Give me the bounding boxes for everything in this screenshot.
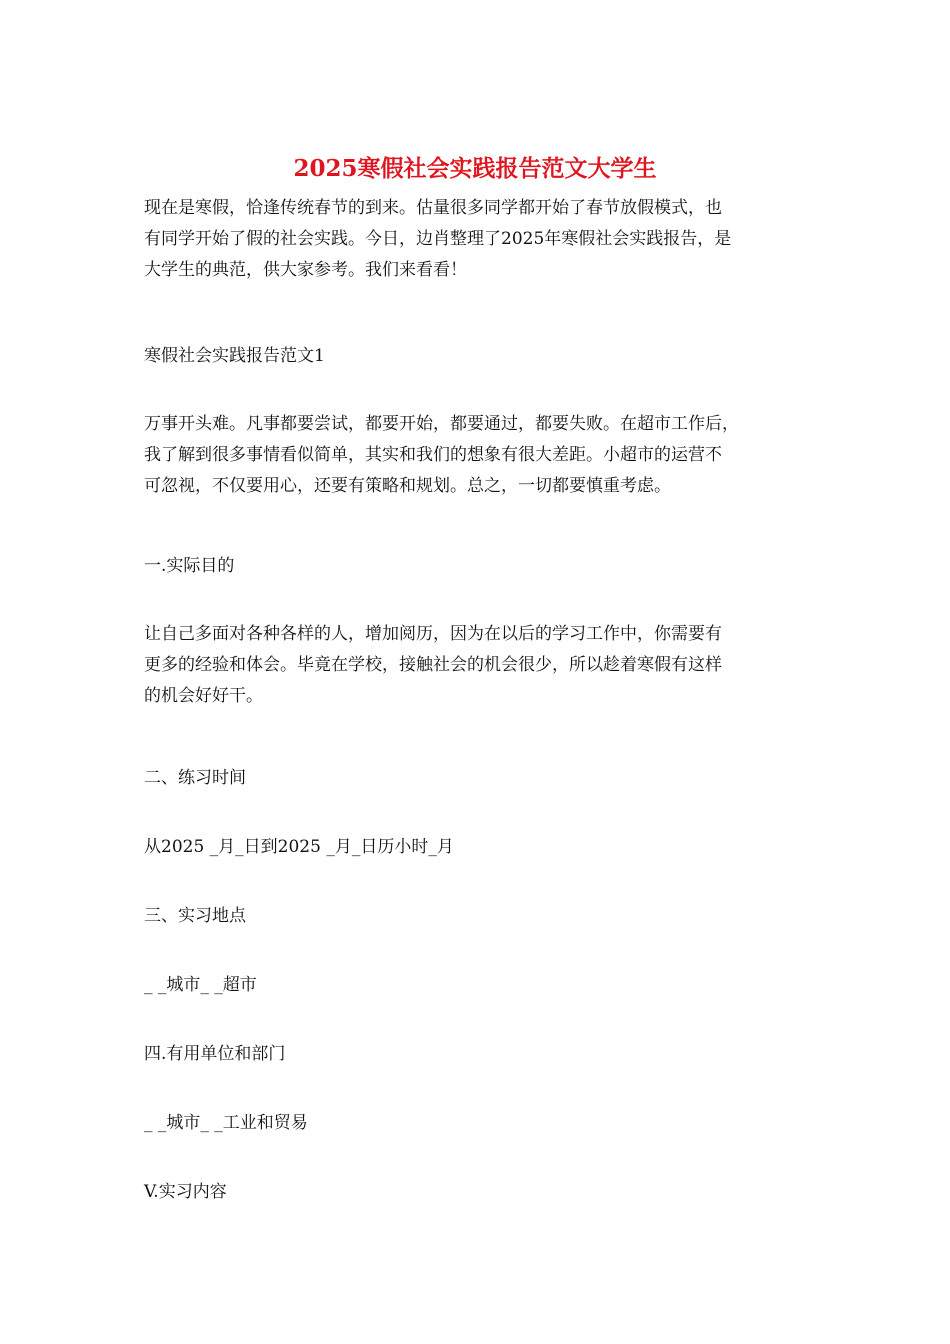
- para1-line-3: 可忽视，不仅要用心，还要有策略和规划。总之，一切都要慎重考虑。: [144, 476, 671, 496]
- section-heading: 寒假社会实践报告范文1: [144, 346, 325, 366]
- heading-unit: 四.有用单位和部门: [144, 1044, 286, 1064]
- para2-line-1: 让自己多面对各种各样的人，增加阅历，因为在以后的学习工作中，你需要有: [144, 624, 722, 644]
- unit-line: _ _城市_ _工业和贸易: [144, 1113, 308, 1133]
- paragraph-2: [144, 619, 808, 712]
- document-title: 2025寒假社会实践报告范文大学生: [293, 155, 657, 182]
- heading-place: 三、实习地点: [144, 906, 246, 926]
- intro-line-2: 有同学开始了假的社会实践。今日，边肖整理了2025年寒假社会实践报告，是: [144, 229, 732, 249]
- place-line: _ _城市_ _超市: [144, 975, 257, 995]
- para1-line-1: 万事开头难。凡事都要尝试，都要开始，都要通过，都要失败。在超市工作后，: [144, 414, 739, 434]
- paragraph-1: [144, 409, 808, 502]
- heading-time: 二、练习时间: [144, 768, 246, 788]
- para2-line-3: 的机会好好干。: [144, 686, 263, 706]
- intro-paragraph: [144, 193, 808, 286]
- heading-purpose: 一.实际目的: [144, 556, 235, 576]
- time-line: 从2025 _月_日到2025 _月_日历小时_月: [144, 837, 454, 857]
- intro-line-1: 现在是寒假，恰逢传统春节的到来。估量很多同学都开始了春节放假模式，也: [144, 198, 722, 218]
- para2-line-2: 更多的经验和体会。毕竟在学校，接触社会的机会很少，所以趁着寒假有这样: [144, 655, 722, 675]
- para1-line-2: 我了解到很多事情看似简单，其实和我们的想象有很大差距。小超市的运营不: [144, 445, 722, 465]
- intro-line-3: 大学生的典范，供大家参考。我们来看看！: [144, 260, 467, 280]
- heading-content: V.实习内容: [144, 1182, 227, 1202]
